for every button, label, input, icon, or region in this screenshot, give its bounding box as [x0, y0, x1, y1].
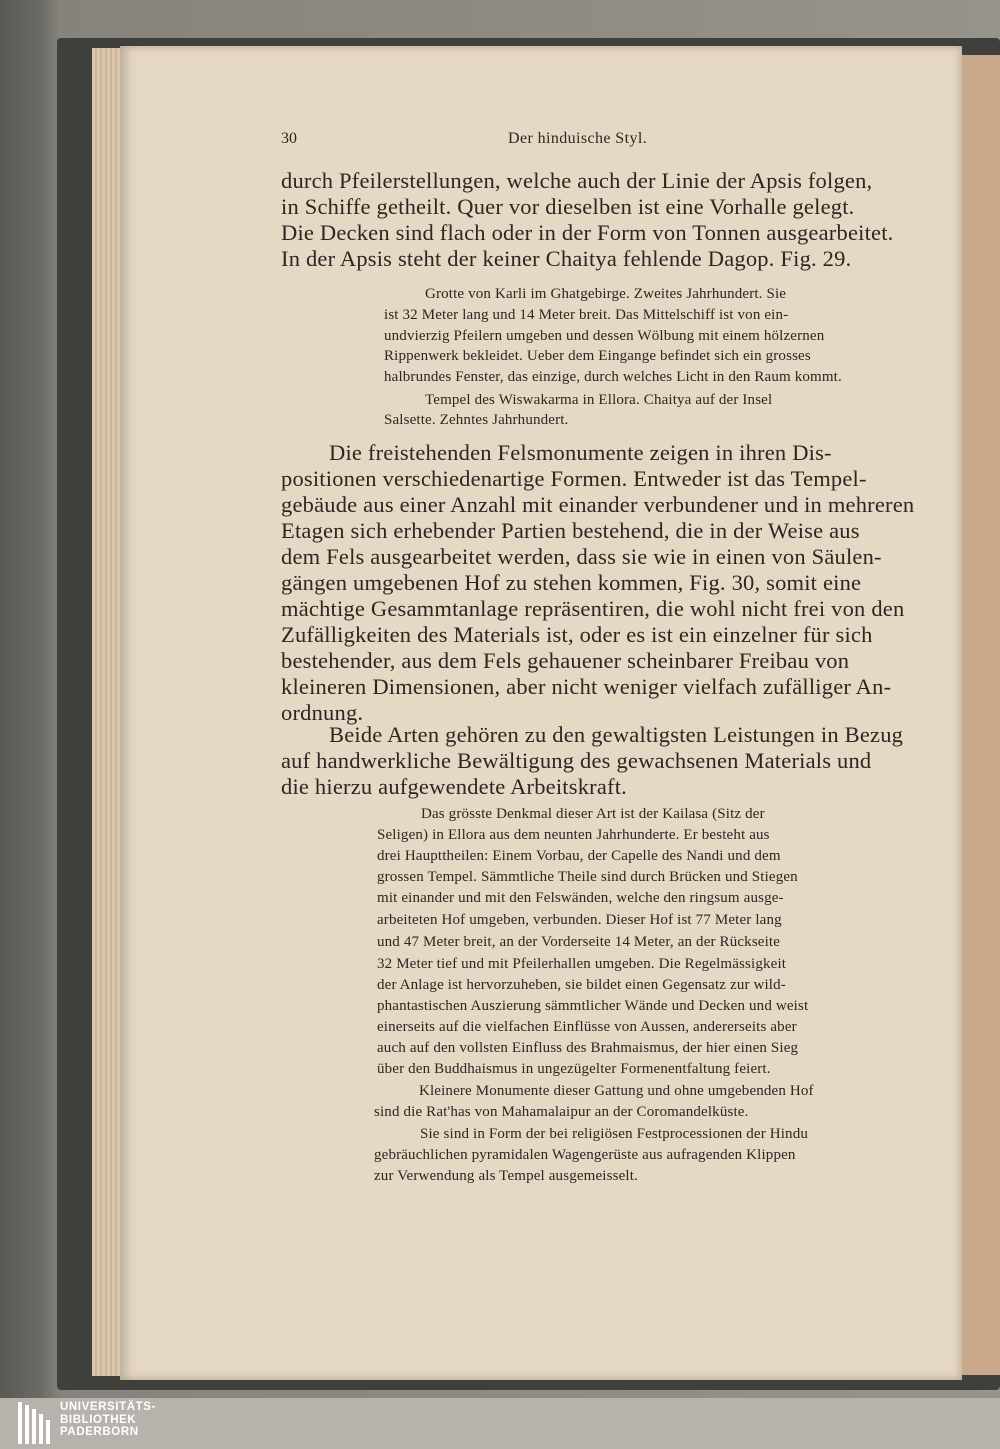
- body-line: gängen umgebenen Hof zu stehen kommen, Fig. 30, somit eine: [281, 570, 862, 595]
- note-line: Grotte von Karli im Ghatgebirge. Zweites Jahrhundert. Sie: [425, 286, 787, 302]
- note-line: 32 Meter tief und mit Pfeilerhallen umgeben. Die Regelmässigkeit: [377, 956, 787, 972]
- body-line: positionen verschiedenartige Formen. Entweder ist das Tempel-: [281, 466, 867, 491]
- note-line: grossen Tempel. Sämmtliche Theile sind durch Brücken und Stiegen: [377, 869, 798, 885]
- body-line: durch Pfeilerstellungen, welche auch der Linie der Apsis folgen,: [281, 168, 873, 193]
- note-line: und 47 Meter breit, an der Vorderseite 14 Meter, an der Rückseite: [377, 934, 781, 950]
- library-logo-icon: [18, 1402, 54, 1444]
- note-line: Sie sind in Form der bei religiösen Festprocessionen der Hindu: [420, 1126, 808, 1142]
- note-line: ist 32 Meter lang und 14 Meter breit. Das Mittelschiff ist von ein-: [384, 307, 789, 323]
- note-line: Das grösste Denkmal dieser Art ist der Kailasa (Sitz der: [421, 806, 765, 822]
- note-line: mit einander und mit den Felswänden, welche den ringsum ausge-: [377, 890, 784, 906]
- body-line: mächtige Gesammtanlage repräsentiren, die wohl nicht frei von den: [281, 596, 905, 621]
- body-line: kleineren Dimensionen, aber nicht weniger vielfach zufälliger An-: [281, 674, 892, 699]
- body-line: Etagen sich erhebender Partien bestehend, die in der Weise aus: [281, 518, 860, 543]
- note-line: arbeiteten Hof umgeben, verbunden. Dieser Hof ist 77 Meter lang: [377, 912, 782, 928]
- note-line: undvierzig Pfeilern umgeben und dessen Wölbung mit einem hölzernen: [384, 328, 825, 344]
- note-line: Tempel des Wiswakarma in Ellora. Chaitya auf der Insel: [425, 392, 773, 408]
- logo-line: PADERBORN: [60, 1426, 139, 1439]
- body-line: ordnung.: [281, 700, 364, 725]
- note-line: auch auf den vollsten Einfluss des Brahmaismus, der hier einen Sieg: [377, 1040, 799, 1056]
- note-line: Seligen) in Ellora aus dem neunten Jahrhunderte. Er besteht aus: [377, 827, 770, 843]
- body-line: bestehender, aus dem Fels gehauener scheinbarer Freibau von: [281, 648, 850, 673]
- note-line: gebräuchlichen pyramidalen Wagengerüste aus aufragenden Klippen: [374, 1147, 796, 1163]
- note-line: sind die Rat'has von Mahamalaipur an der Coromandelküste.: [374, 1104, 749, 1120]
- note-line: Kleinere Monumente dieser Gattung und ohne umgebenden Hof: [419, 1083, 814, 1099]
- note-line: einerseits auf die vielfachen Einflüsse von Aussen, andererseits aber: [377, 1019, 797, 1035]
- running-title: Der hinduische Styl.: [508, 130, 648, 147]
- body-line: die hierzu aufgewendete Arbeitskraft.: [281, 774, 627, 799]
- body-line: Zufälligkeiten des Materials ist, oder es ist ein einzelner für sich: [281, 622, 873, 647]
- note-line: zur Verwendung als Tempel ausgemeisselt.: [374, 1168, 638, 1184]
- logo-line: UNIVERSITÄTS-: [60, 1401, 156, 1413]
- body-line: dem Fels ausgearbeitet werden, dass sie wie in einen von Säulen-: [281, 544, 882, 569]
- body-line: Die Decken sind flach oder in der Form von Tonnen ausgearbeitet.: [281, 220, 894, 245]
- note-line: halbrundes Fenster, das einzige, durch welches Licht in den Raum kommt.: [384, 369, 842, 385]
- body-line: In der Apsis steht der keiner Chaitya fehlende Dagop. Fig. 29.: [281, 246, 852, 271]
- note-line: phantastischen Auszierung sämmtlicher Wände und Decken und weist: [377, 998, 809, 1014]
- note-line: Salsette. Zehntes Jahrhundert.: [384, 412, 569, 428]
- body-line: Die freistehenden Felsmonumente zeigen in ihren Dis-: [329, 440, 832, 465]
- logo-line: BIBLIOTHEK: [60, 1413, 137, 1426]
- body-line: in Schiffe getheilt. Quer vor dieselben ist eine Vorhalle gelegt.: [281, 194, 855, 219]
- page-number: 30: [281, 130, 297, 147]
- note-line: über den Buddhaismus in ungezügelter Formenentfaltung feiert.: [377, 1061, 771, 1077]
- note-line: der Anlage ist hervorzuheben, sie bildet einen Gegensatz zur wild-: [377, 977, 786, 993]
- body-line: Beide Arten gehören zu den gewaltigsten Leistungen in Bezug: [329, 722, 904, 747]
- facing-page-edge: [958, 55, 1000, 1375]
- note-line: Rippenwerk bekleidet. Ueber dem Eingange befindet sich ein grosses: [384, 348, 811, 364]
- body-line: auf handwerkliche Bewältigung des gewachsenen Materials und: [281, 748, 872, 773]
- library-logo-text: [60, 1401, 156, 1439]
- body-line: gebäude aus einer Anzahl mit einander verbundener und in mehreren: [281, 492, 915, 517]
- note-line: drei Haupttheilen: Einem Vorbau, der Capelle des Nandi und dem: [377, 848, 781, 864]
